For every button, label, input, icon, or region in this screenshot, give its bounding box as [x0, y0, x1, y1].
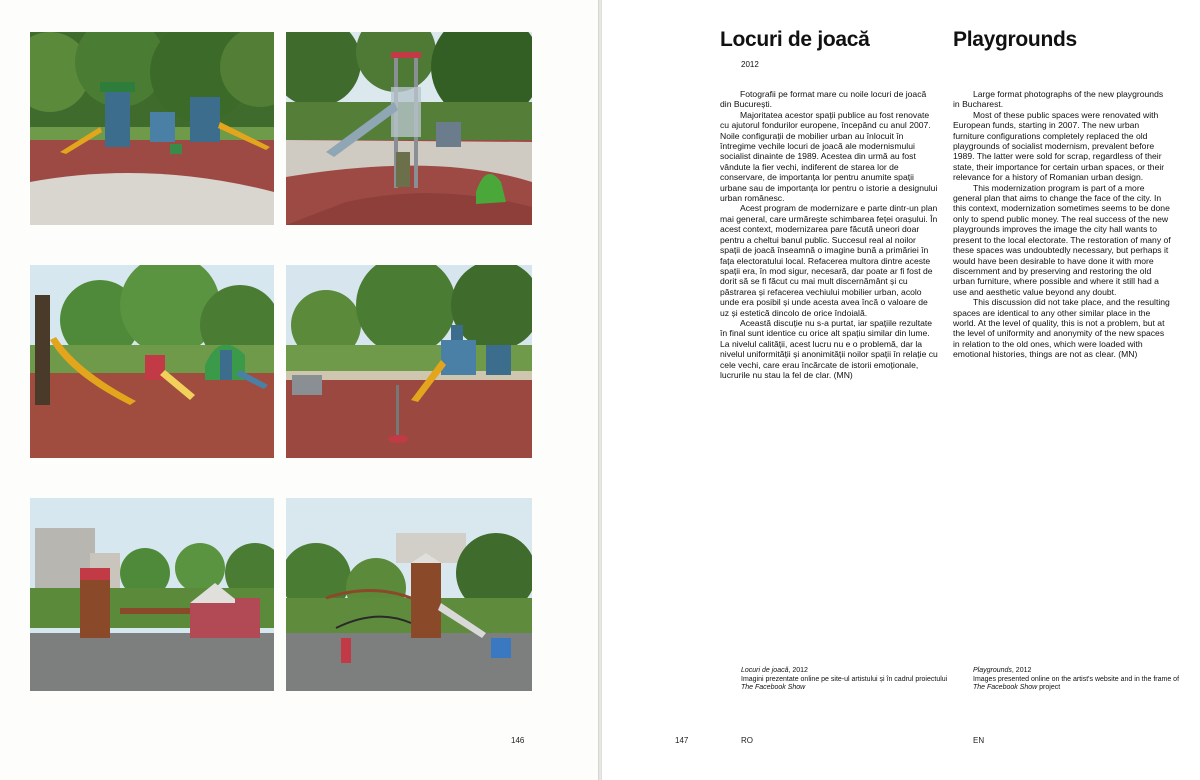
- left-page: [0, 0, 598, 780]
- paragraph-ro: Fotografii pe format mare cu noile locuri de joacă din București.: [720, 89, 927, 110]
- year: 2012: [741, 60, 759, 69]
- paragraph-en: Most of these public spaces were renovated with European funds, starting in 2007. The new urban furniture configurations completely replaced the old playgrounds of socialist modernism, prevalent before 1989. The latter were sold for scrap, regardless of their state, their importance for certain urban spaces, or their relevance for a history of Romanian urban design.: [953, 109, 1165, 183]
- text-column-ro: [720, 89, 938, 380]
- caption-en-project: The Facebook Show: [973, 684, 1038, 692]
- caption-en-title: Playgrounds: [973, 667, 1012, 674]
- title-ro: Locuri de joacă: [720, 28, 870, 51]
- language-label-ro: RO: [741, 736, 753, 745]
- playground-photo-3: [30, 265, 274, 458]
- paragraph-ro: Majoritatea acestor spații publice au fost renovate cu ajutorul fondurilor europene, începând cu anul 2007. Noile configurații de mobilier urban au înlocuit în întregime vechile locuri de joacă ale modernismului socialist dinainte de 1989. Acestea din urmă au fost vândute la fier vechi, indiferent de starea lor de conservare, de importanța lor pentru anumite spații urbane sau de importanța lor pentru o istorie a designului urban românesc.: [720, 109, 938, 204]
- playground-photo-5: [30, 498, 274, 691]
- title-en: Playgrounds: [953, 28, 1077, 51]
- caption-ro-year: , 2012: [788, 667, 808, 674]
- paragraph-en: This modernization program is part of a more general plan that aims to change the face of the city. In this context, modernization sometimes seems to be done only to spend public money. The real success of the new playgrounds improves the image the city hall wants to present to the local electorate. The restoration of many of these spaces was undoubtedly necessary, but perhaps it would have been desirable to have done it with more discernment and by preserving and restoring the old urban furniture, where possible and where it still had a use and aesthetic value beyond any doubt.: [953, 182, 1171, 297]
- caption-ro-project: The Facebook Show: [741, 684, 806, 692]
- page-number-left: 146: [511, 736, 525, 745]
- page-number-right: 147: [675, 736, 689, 745]
- paragraph-en: This discussion did not take place, and the resulting spaces are identical to any other similar place in the world. At the level of quality, this is not a problem, but at the level of uniformity and anonymity of the new spaces in relation to the old ones, which were loaded with emotional histories, things are not as clear. (MN): [953, 297, 1170, 360]
- text-column-en: [953, 89, 1171, 360]
- playground-photo-2: [286, 32, 532, 225]
- caption-ro-title: Locuri de joacă: [741, 667, 789, 674]
- playground-photo-1: [30, 32, 274, 225]
- caption-en-line: Images presented online on the artist's website and in the frame of: [973, 675, 1180, 683]
- language-label-en: EN: [973, 736, 985, 745]
- caption-en-year: , 2012: [1011, 667, 1032, 674]
- caption-ro-line: Imagini prezentate online pe site-ul artistului și în cadrul proiectului: [741, 675, 948, 683]
- paragraph-ro: Această discuție nu s-a purtat, iar spațiile rezultate în final sunt identice cu orice alt spațiu similar din lume. La nivelul calității, acest lucru nu e o problemă, dar la nivelul uniformității și anonimității noilor spații în relație cu cele vechi, care erau încărcate de istorii emoționale, lucrurile nu stau la fel de clar. (MN): [720, 317, 938, 380]
- caption-en-suffix: project: [1037, 684, 1061, 692]
- playground-photo-6: [286, 498, 532, 691]
- paragraph-ro: Acest program de modernizare e parte dintr-un plan mai general, care urmărește schimbarea feței orașului. În acest context, modernizarea pare făcută uneori doar pentru a cheltui banul public. Succesul real al noilor spații de joacă înseamnă o imagine bună a primăriei în fața electoratului local. Refacerea multora dintre aceste spații era, în mod sigur, necesară, dar poate ar fi fost de dorit să se fi făcut cu mai mult discernământ și cu păstrarea și refacerea vechiului mobilier urban, acolo unde era posibil și unde acesta avea încă o valoare de uz și estetică dincolo de orice îndoială.: [720, 203, 938, 318]
- caption-en: [973, 667, 1188, 693]
- caption-ro: [741, 667, 956, 693]
- playground-photo-4: [286, 265, 532, 458]
- paragraph-en: Large format photographs of the new playgrounds in Bucharest.: [953, 89, 1164, 110]
